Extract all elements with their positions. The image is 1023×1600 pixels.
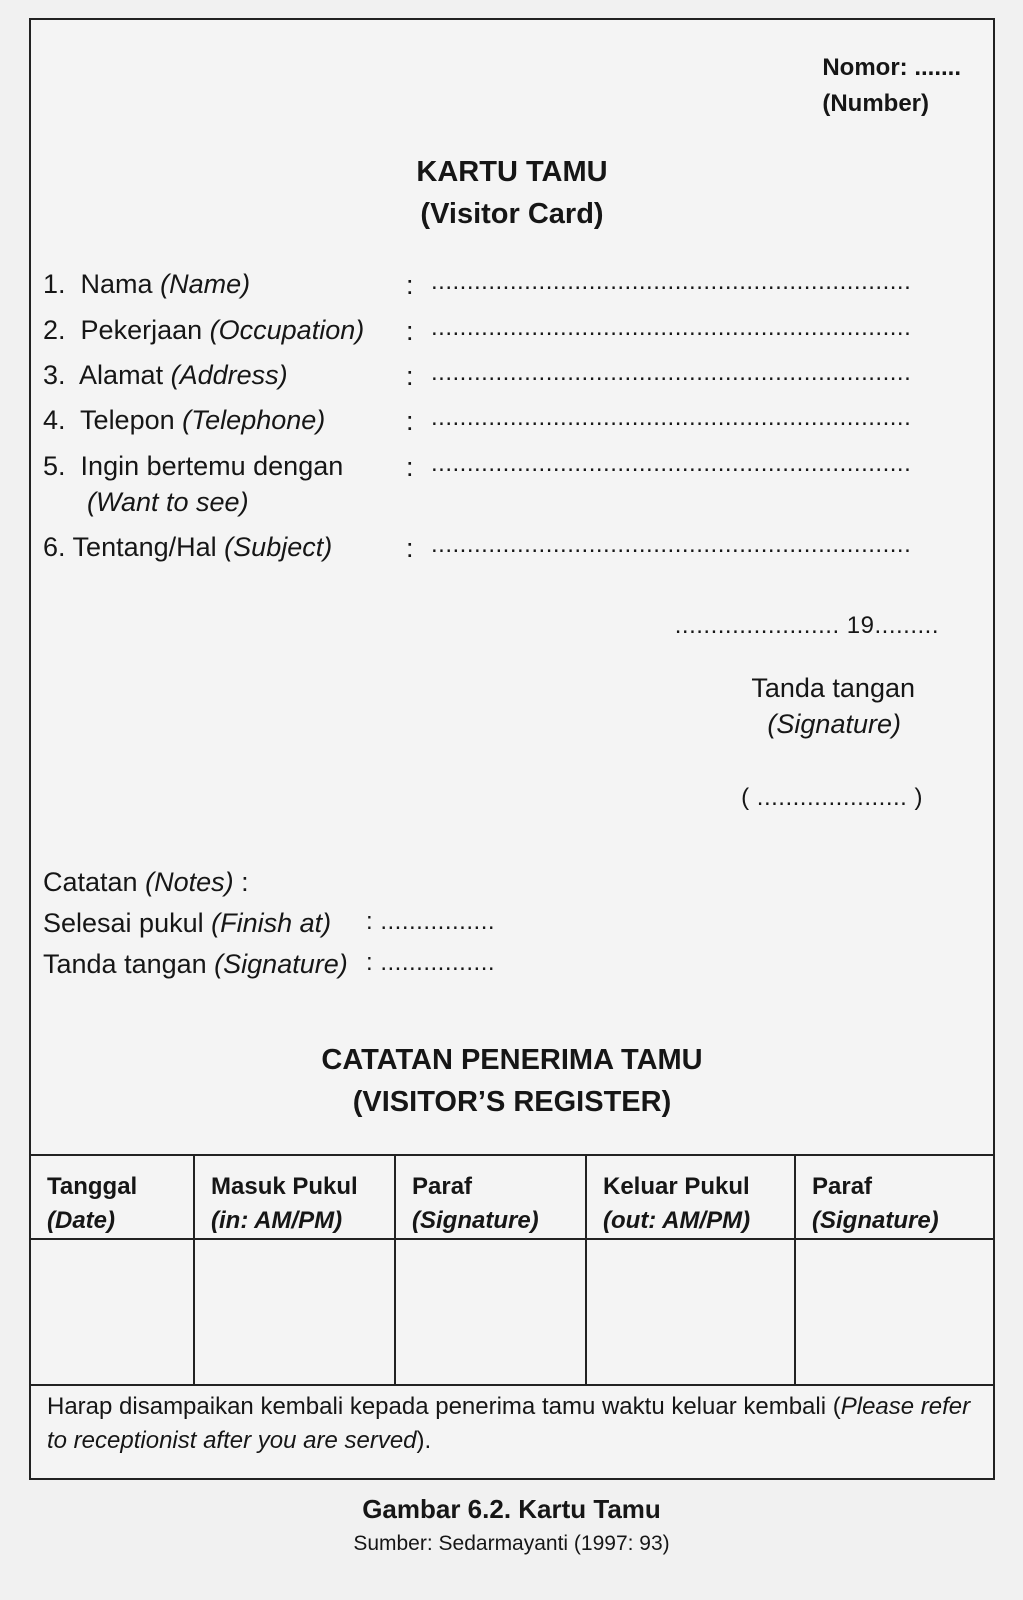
field-occupation-blank: ................................................................... xyxy=(431,314,912,341)
field-name-blank: ................................................................... xyxy=(431,268,912,295)
field-telephone: 4. Telepon (Telephone) xyxy=(43,405,326,435)
register-cell xyxy=(194,1239,395,1385)
figure-caption: Gambar 6.2. Kartu Tamu xyxy=(362,1494,661,1524)
field-address: 3. Alamat (Address) xyxy=(43,360,288,390)
field-subject-colon: : xyxy=(406,533,414,563)
visitor-card xyxy=(29,18,995,1480)
field-occupation-colon: : xyxy=(406,316,414,346)
field-want-to-see-en: (Want to see) xyxy=(87,487,249,517)
field-subject: 6. Tentang/Hal (Subject) xyxy=(43,532,333,562)
field-telephone-blank: ................................................................... xyxy=(431,404,912,431)
footnote: Harap disampaikan kembali kepada penerima tamu waktu keluar kembali (Please refer to receptionist after you are served). xyxy=(47,1393,971,1454)
date-line: ....................... 19......... xyxy=(674,612,939,639)
signature-en: (Signature) xyxy=(767,709,901,739)
card-number xyxy=(822,50,961,122)
field-want-to-see-colon: : xyxy=(406,452,414,482)
register-cell xyxy=(31,1239,194,1385)
card-title: KARTU TAMU xyxy=(416,156,608,188)
finish-row: Selesai pukul (Finish at) xyxy=(43,908,332,938)
field-subject-blank: ................................................................... xyxy=(431,531,912,558)
register-table xyxy=(31,1154,993,1386)
register-col-signature-in: Paraf (Signature) xyxy=(395,1155,586,1239)
register-subtitle: (VISITOR’S REGISTER) xyxy=(352,1086,672,1118)
signature-blank: ( ..................... ) xyxy=(741,784,923,811)
register-col-out: Keluar Pukul (out: AM/PM) xyxy=(586,1155,795,1239)
register-col-signature-out: Paraf (Signature) xyxy=(795,1155,993,1239)
field-telephone-colon: : xyxy=(406,406,414,436)
card-number-label: Nomor: ....... xyxy=(822,54,961,81)
register-cell xyxy=(586,1239,795,1385)
signature2-blank: : ................ xyxy=(366,949,496,976)
field-address-blank: ................................................................... xyxy=(431,359,912,386)
register-header-row xyxy=(31,1155,993,1239)
field-name: 1. Nama (Name) xyxy=(43,269,251,299)
finish-blank: : ................ xyxy=(366,908,496,935)
notes-row: Catatan (Notes) : xyxy=(43,867,249,897)
register-cell xyxy=(395,1239,586,1385)
field-want-to-see: 5. Ingin bertemu dengan xyxy=(43,451,344,481)
field-address-colon: : xyxy=(406,361,414,391)
register-cell xyxy=(795,1239,993,1385)
field-name-colon: : xyxy=(406,270,414,300)
field-want-to-see-blank: ................................................................... xyxy=(431,450,912,477)
register-col-date: Tanggal (Date) xyxy=(31,1155,194,1239)
signature-label: Tanda tangan xyxy=(751,673,915,703)
signature2-row: Tanda tangan (Signature) xyxy=(43,949,348,979)
card-number-sub: (Number) xyxy=(822,90,929,117)
register-empty-row xyxy=(31,1239,993,1385)
card-subtitle: (Visitor Card) xyxy=(420,198,604,230)
register-title: CATATAN PENERIMA TAMU xyxy=(321,1044,703,1076)
figure-source: Sumber: Sedarmayanti (1997: 93) xyxy=(353,1532,670,1555)
register-col-in: Masuk Pukul (in: AM/PM) xyxy=(194,1155,395,1239)
field-occupation: 2. Pekerjaan (Occupation) xyxy=(43,315,365,345)
